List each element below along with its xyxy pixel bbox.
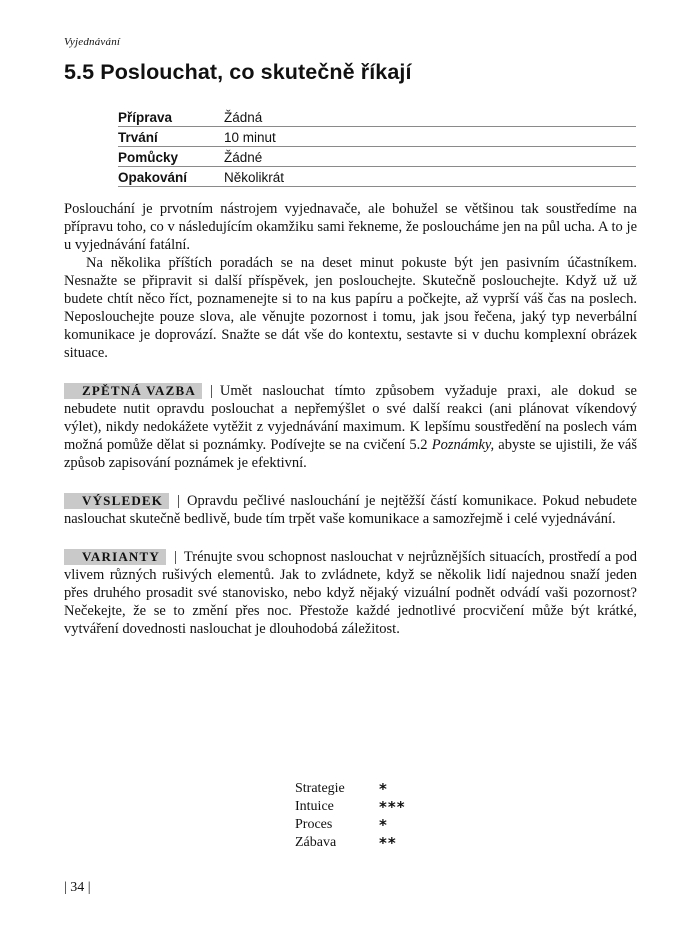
variants-separator: | — [173, 549, 177, 565]
meta-key-duration: Trvání — [118, 127, 224, 147]
exercise-meta-table — [118, 107, 636, 187]
body-text — [64, 200, 637, 638]
result-text: Opravdu pečlivé naslouchání je nejtěžší částí komunikace. Pokud nebudete naslouchat skutečně bedlivě, bude tím trpět vaše komunikace a samozřejmě i celé vyjednávání. — [64, 493, 637, 527]
rating-stars-strategy: * — [379, 780, 388, 798]
rating-stars-process: * — [379, 816, 388, 834]
rating-label-process: Proces — [295, 817, 333, 832]
meta-row — [118, 147, 636, 167]
rating-label-strategy: Strategie — [295, 781, 345, 796]
running-head: Vyjednávání — [64, 36, 121, 48]
result-section — [64, 492, 637, 528]
meta-value-repetition: Několikrát — [224, 167, 636, 187]
feedback-section — [64, 382, 637, 472]
result-separator: | — [177, 493, 181, 509]
feedback-text-part2: abyste se ujistili, že váš způsob zapisování poznámek je efektivní. — [64, 437, 638, 471]
meta-key-repetition: Opakování — [118, 167, 224, 187]
meta-row — [118, 167, 636, 187]
rating-label-fun: Zábava — [295, 835, 337, 850]
meta-value-preparation: Žádná — [224, 107, 636, 127]
rating-row — [295, 780, 406, 798]
feedback-separator: | — [209, 383, 213, 399]
paragraph-instructions: Na několika příštích poradách se na deset minut pokuste být jen pasivním účastníkem. Nesnažte se připravit si další příspěvek, jen poslouchejte. Skutečně poslouchejte. Když už už budete chtít něco říct, poznamenejte si to na kus papíru a počkejte, až vyprší váš čas na poslech. Neposlouchejte pouze slova, ale věnujte pozornost i tomu, jak jsou řečena, jaký typ neverbální komunikace je doprovází. Snažte se dát vše do kontextu, sestavte si v duchu komplexní obrázek situace. — [64, 255, 637, 361]
rating-row — [295, 798, 406, 816]
section-title: 5.5 Poslouchat, co skutečně říkají — [64, 60, 412, 84]
variants-text: Trénujte svou schopnost naslouchat v nejrůznějších situacích, prostředí a pod vlivem různých rušivých elementů. Jak to zvládnete, když se několik lidí najednou snaží jeden přes druhého prosadit své stanovisko, nebo když nějaký vizuální podnět odvádí vaši pozornost? Nečekejte, že se to změní přes noc. Přestože každé jednotlivé procvičení může být krátké, vytváření dovednosti naslouchat je dlouhodobá záležitost. — [64, 549, 637, 637]
rating-stars-fun: ** — [379, 834, 397, 852]
meta-row — [118, 107, 636, 127]
feedback-text-part1: Umět naslouchat tímto způsobem vyžaduje praxi, ale dokud se nebudete nutit opravdu poslouchat a nepřemýšlet o své další reakci (ani plánovat víkendový výlet), nikdy nedokážete vytěžit z vyjednávání maximum. K lepšímu soustředění na poslech vám možná pomůže dělat si poznámky. Podívejte se na cvičení 5.2 — [64, 383, 637, 453]
meta-row — [118, 127, 636, 147]
result-tag: VÝSLEDEK — [64, 493, 169, 509]
feedback-tag: ZPĚTNÁ VAZBA — [64, 383, 202, 399]
meta-value-materials: Žádné — [224, 147, 636, 167]
rating-row — [295, 816, 406, 834]
meta-key-preparation: Příprava — [118, 107, 224, 127]
feedback-exercise-reference: Poznámky, — [431, 437, 495, 453]
rating-row — [295, 834, 406, 852]
rating-label-intuition: Intuice — [295, 799, 334, 814]
paragraph-intro: Poslouchání je prvotním nástrojem vyjednavače, ale bohužel se většinou tak soustředíme na přípravu toho, co v následujícím okamžiku sami řekneme, že posloucháme jen na půl ucha. A to je u vyjednávání fatální. — [64, 201, 637, 253]
variants-tag: VARIANTY — [64, 549, 166, 565]
meta-value-duration: 10 minut — [224, 127, 636, 147]
ratings-table — [295, 780, 406, 852]
page-number: | 34 | — [64, 880, 91, 895]
rating-stars-intuition: *** — [379, 798, 406, 816]
meta-key-materials: Pomůcky — [118, 147, 224, 167]
variants-section — [64, 548, 637, 638]
